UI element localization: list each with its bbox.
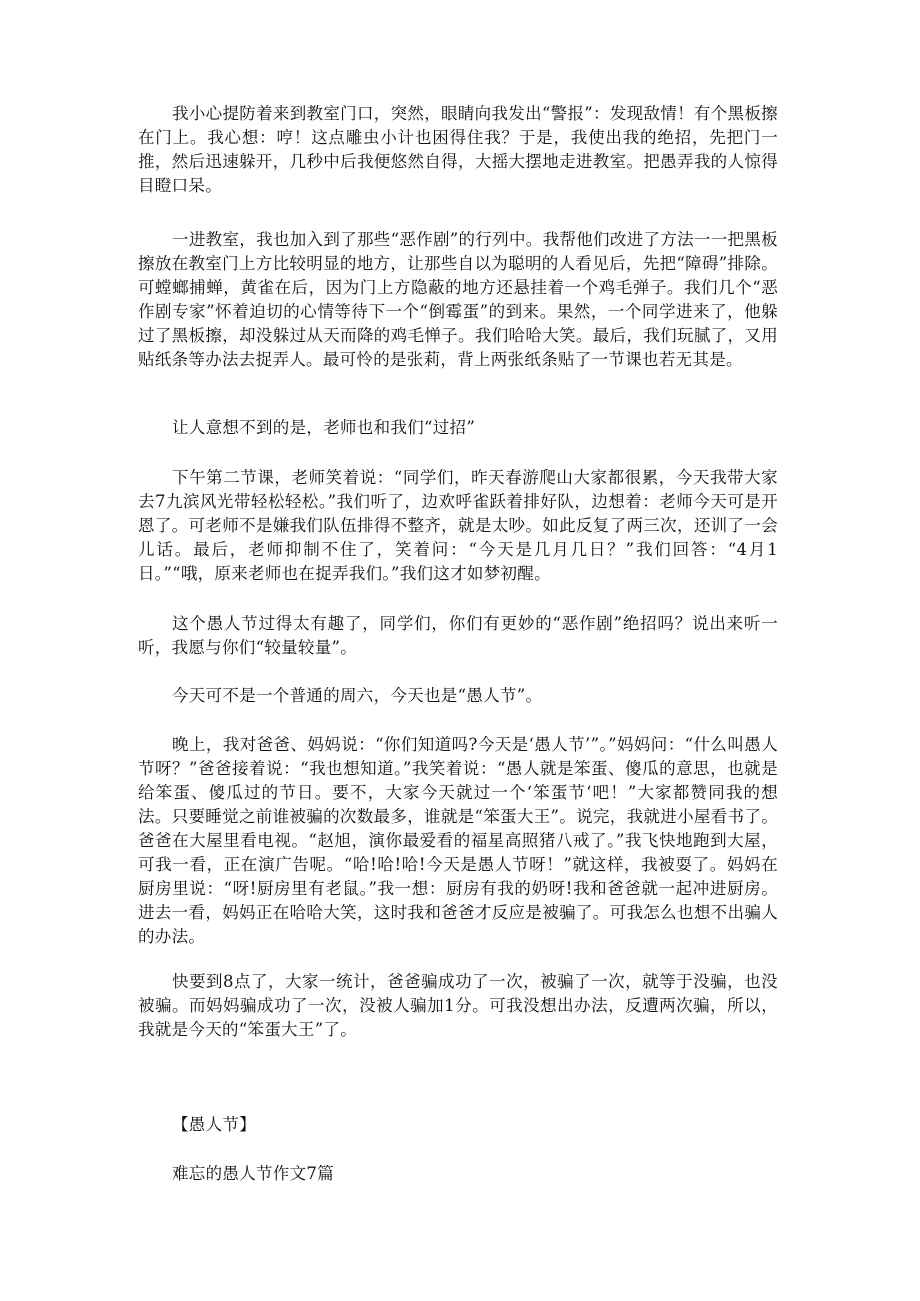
paragraph-teacher-prank-escape: 我小心提防着来到教室门口，突然，眼睛向我发出“警报”：发现敌情！有个黑板擦在门上。我心想：哼！这点雕虫小计也困得住我？于是，我使出我的绝招，先把门一推，然后迅速躲开，几秒中后我便悠然自得，大摇大摆地走进教室。把愚弄我的人惊得目瞪口呆。	[138, 104, 778, 195]
paragraph-afternoon-class: 下午第二节课，老师笑着说：“同学们，昨天春游爬山大家都很累，今天我带大家去7九滨风光带轻松轻松。”我们听了，边欢呼雀跃着排好队，边想着：老师今天可是开恩了。可老师不是嫌我们队伍排得不整齐，就是太吵。如此反复了两三次，还训了一会儿话。最后，老师抑制不住了，笑着问：“今天是几月几日？”我们回答：“4月1日。”“哦，原来老师也在捉弄我们。”我们这才如梦初醒。	[138, 468, 778, 583]
paragraph-teacher-joins: 让人意想不到的是，老师也和我们“过招”	[172, 418, 476, 437]
paragraph-conclusion-question: 这个愚人节过得太有趣了，同学们，你们有更妙的“恶作剧”绝招吗？说出来听一听，我愿与你们“较量较量”。	[138, 614, 778, 657]
paragraph-classroom-pranks: 一进教室，我也加入到了那些“恶作剧”的行列中。我帮他们改进了方法一一把黑板擦放在教室门上方比较明显的地方，让那些自以为聪明的人看见后，先把“障碍”排除。可螳螂捕蝉，黄雀在后，因为门上方隐蔽的地方还悬挂着一个鸡毛弹子。我们几个“恶作剧专家”怀着迫切的心情等待下一个“倒霉蛋”的到来。果然，一个同学进来了，他躲过了黑板擦，却没躲过从天而降的鸡毛惮子。我们哈哈大笑。最后，我们玩腻了，又用贴纸条等办法去捉弄人。最可怜的是张莉，背上两张纸条贴了一节课也若无其是。	[138, 230, 778, 369]
paragraph-saturday-april-fools: 今天可不是一个普通的周六，今天也是“愚人节”。	[172, 686, 543, 705]
document-title-line: 难忘的愚人节作文7篇	[172, 1164, 334, 1183]
paragraph-final-tally: 快要到8点了，大家一统计，爸爸骗成功了一次，被骗了一次，就等于没骗，也没被骗。而妈妈骗成功了一次，没被人骗加1分。可我没想出办法，反遭两次骗，所以，我就是今天的“笨蛋大王”了。	[138, 972, 778, 1039]
section-heading: 【愚人节】	[172, 1115, 256, 1134]
paragraph-evening-family: 晚上，我对爸爸、妈妈说：“你们知道吗?今天是‘愚人节’”。”妈妈问：“什么叫愚人节呀？”爸爸接着说：“我也想知道。”我笑着说：“愚人就是笨蛋、傻瓜的意思，也就是给笨蛋、傻瓜过的节日。要不，大家今天就过一个‘笨蛋节‘吧！”大家都赞同我的想法。只要睡觉之前谁被骗的次数最多，谁就是“笨蛋大王”。说完，我就进小屋看书了。爸爸在大屋里看电视。“赵旭，演你最爱看的福星高照猪八戒了。”我飞快地跑到大屋，可我一看，正在演广告呢。“哈!哈!哈!今天是愚人节呀！”就这样，我被耍了。妈妈在厨房里说：“呀!厨房里有老鼠。”我一想：厨房有我的奶呀!我和爸爸就一起冲进厨房。进去一看，妈妈正在哈哈大笑，这时我和爸爸才反应是被骗了。可我怎么也想不出骗人的办法。	[138, 735, 778, 946]
